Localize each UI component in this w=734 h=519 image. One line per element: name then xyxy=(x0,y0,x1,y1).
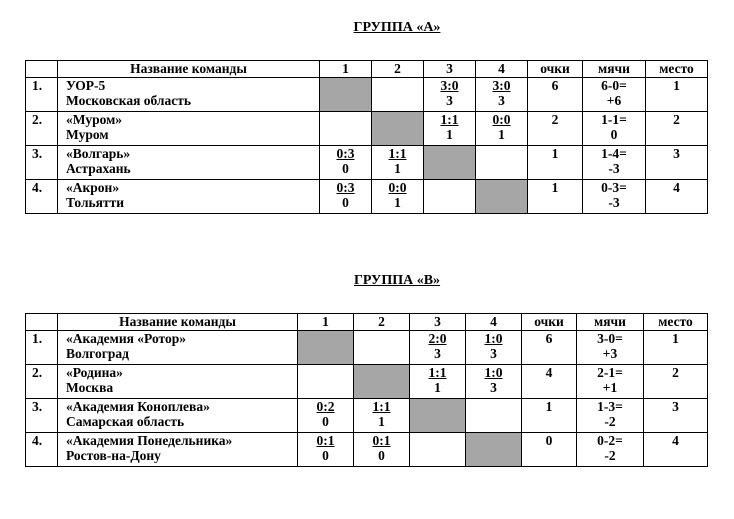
header-cell: 3 xyxy=(424,61,476,78)
header-cell: 4 xyxy=(476,61,528,78)
match-score: 1:1 xyxy=(388,146,407,161)
table-row xyxy=(26,146,708,180)
match-result-cell xyxy=(424,78,476,112)
team-name-cell xyxy=(58,146,320,180)
team-name: «Академия «Ротор» xyxy=(66,331,186,346)
goals-score: 1-3= xyxy=(597,399,623,414)
match-score: 1:0 xyxy=(484,331,503,346)
match-points: 0 xyxy=(378,448,385,463)
match-points: 0 xyxy=(322,448,329,463)
team-name-cell xyxy=(58,112,320,146)
match-score: 1:1 xyxy=(372,399,391,414)
match-result-cell xyxy=(298,433,354,467)
match-score: 2:0 xyxy=(428,331,447,346)
match-result-cell xyxy=(320,180,372,214)
team-number: 1. xyxy=(26,78,58,112)
place-cell: 2 xyxy=(644,365,708,399)
points-cell: 2 xyxy=(528,112,583,146)
goals-score: 0-2= xyxy=(597,433,623,448)
header-cell xyxy=(26,61,58,78)
self-match-cell xyxy=(466,433,522,467)
place-cell: 3 xyxy=(644,399,708,433)
match-points: 3 xyxy=(434,346,441,361)
match-score: 0:3 xyxy=(336,146,355,161)
points-cell: 0 xyxy=(522,433,577,467)
team-city: Волгоград xyxy=(66,346,129,361)
goal-difference: +3 xyxy=(602,346,618,361)
match-result-cell xyxy=(424,112,476,146)
points-cell: 6 xyxy=(528,78,583,112)
team-city: Москва xyxy=(66,380,114,395)
goal-difference: -3 xyxy=(608,161,620,176)
match-result-cell xyxy=(466,399,522,433)
self-match-cell xyxy=(354,365,410,399)
team-city: Муром xyxy=(66,127,109,142)
match-points: 1 xyxy=(394,161,401,176)
team-name-cell xyxy=(58,331,298,365)
table-row xyxy=(26,112,708,146)
match-result-cell xyxy=(354,331,410,365)
header-cell: 2 xyxy=(372,61,424,78)
match-points: 1 xyxy=(378,414,385,429)
header-cell: 4 xyxy=(466,314,522,331)
team-name-cell xyxy=(58,399,298,433)
team-city: Ростов-на-Дону xyxy=(66,448,161,463)
team-city: Тольятти xyxy=(66,195,125,210)
team-name: «Академия Коноплева» xyxy=(66,399,210,414)
self-match-cell xyxy=(424,146,476,180)
place-cell: 4 xyxy=(644,433,708,467)
goal-difference: +1 xyxy=(602,380,618,395)
team-number: 4. xyxy=(26,180,58,214)
match-result-cell xyxy=(354,399,410,433)
match-score: 0:1 xyxy=(372,433,391,448)
match-score: 0:0 xyxy=(388,180,407,195)
place-cell: 3 xyxy=(646,146,708,180)
team-name-cell xyxy=(58,365,298,399)
match-points: 3 xyxy=(446,93,453,108)
goals-cell xyxy=(577,399,644,433)
self-match-cell xyxy=(410,399,466,433)
team-city: Астрахань xyxy=(66,161,131,176)
match-score: 1:1 xyxy=(440,112,459,127)
group-a-title: ГРУППА «А» xyxy=(353,20,441,35)
team-number: 4. xyxy=(26,433,58,467)
match-result-cell xyxy=(476,146,528,180)
team-name: «Волгарь» xyxy=(66,146,131,161)
table-row xyxy=(26,399,708,433)
points-cell: 1 xyxy=(522,399,577,433)
match-result-cell xyxy=(298,399,354,433)
match-score: 0:3 xyxy=(336,180,355,195)
goals-score: 3-0= xyxy=(597,331,623,346)
match-result-cell xyxy=(372,146,424,180)
team-name: «Муром» xyxy=(66,112,123,127)
header-row xyxy=(26,314,708,331)
match-points: 1 xyxy=(394,195,401,210)
goal-difference: -2 xyxy=(604,414,616,429)
team-number: 2. xyxy=(26,365,58,399)
team-name: УОР-5 xyxy=(66,78,106,93)
match-result-cell xyxy=(466,331,522,365)
goals-score: 0-3= xyxy=(601,180,627,195)
match-score: 0:0 xyxy=(492,112,511,127)
goals-cell xyxy=(583,146,646,180)
team-city: Московская область xyxy=(66,93,192,108)
place-cell: 1 xyxy=(646,78,708,112)
match-result-cell xyxy=(410,433,466,467)
place-cell: 1 xyxy=(644,331,708,365)
match-score: 0:1 xyxy=(316,433,335,448)
header-cell: 2 xyxy=(354,314,410,331)
goals-score: 2-1= xyxy=(597,365,623,380)
table-row xyxy=(26,331,708,365)
header-cell: мячи xyxy=(583,61,646,78)
goals-cell xyxy=(583,112,646,146)
match-result-cell xyxy=(410,331,466,365)
place-cell: 2 xyxy=(646,112,708,146)
goals-cell xyxy=(577,331,644,365)
header-cell: очки xyxy=(528,61,583,78)
match-score: 1:1 xyxy=(428,365,447,380)
match-result-cell xyxy=(354,433,410,467)
match-result-cell xyxy=(320,146,372,180)
place-cell: 4 xyxy=(646,180,708,214)
match-score: 3:0 xyxy=(440,78,459,93)
goal-difference: +6 xyxy=(606,93,622,108)
goals-cell xyxy=(583,180,646,214)
table-row xyxy=(26,78,708,112)
match-result-cell xyxy=(466,365,522,399)
goal-difference: 0 xyxy=(610,127,618,142)
header-cell: очки xyxy=(522,314,577,331)
goals-score: 6-0= xyxy=(601,78,627,93)
goals-score: 1-1= xyxy=(601,112,627,127)
match-points: 3 xyxy=(490,346,497,361)
match-points: 1 xyxy=(446,127,453,142)
team-number: 3. xyxy=(26,399,58,433)
header-cell: 3 xyxy=(410,314,466,331)
header-cell: 1 xyxy=(298,314,354,331)
match-result-cell xyxy=(424,180,476,214)
goal-difference: -3 xyxy=(608,195,620,210)
goals-cell xyxy=(577,433,644,467)
table-row xyxy=(26,433,708,467)
header-cell: 1 xyxy=(320,61,372,78)
header-cell xyxy=(26,314,58,331)
match-result-cell xyxy=(476,78,528,112)
match-result-cell xyxy=(372,78,424,112)
match-result-cell xyxy=(298,365,354,399)
goal-difference: -2 xyxy=(604,448,616,463)
team-number: 2. xyxy=(26,112,58,146)
self-match-cell xyxy=(298,331,354,365)
match-score: 1:0 xyxy=(484,365,503,380)
header-cell: Название команды xyxy=(58,61,320,78)
team-city: Самарская область xyxy=(66,414,185,429)
points-cell: 1 xyxy=(528,180,583,214)
self-match-cell xyxy=(372,112,424,146)
header-cell: место xyxy=(644,314,708,331)
match-score: 3:0 xyxy=(492,78,511,93)
team-number: 1. xyxy=(26,331,58,365)
match-result-cell xyxy=(320,112,372,146)
team-name: «Акрон» xyxy=(66,180,120,195)
header-cell: Название команды xyxy=(58,314,298,331)
group-b-table xyxy=(25,313,708,467)
team-name-cell xyxy=(58,78,320,112)
match-points: 0 xyxy=(342,195,349,210)
match-result-cell xyxy=(476,112,528,146)
match-points: 1 xyxy=(434,380,441,395)
group-a-table xyxy=(25,60,708,214)
match-points: 1 xyxy=(498,127,505,142)
goals-cell xyxy=(577,365,644,399)
team-name-cell xyxy=(58,433,298,467)
match-result-cell xyxy=(372,180,424,214)
header-cell: место xyxy=(646,61,708,78)
match-result-cell xyxy=(410,365,466,399)
match-points: 0 xyxy=(342,161,349,176)
team-name: «Академия Понедельника» xyxy=(66,433,233,448)
points-cell: 4 xyxy=(522,365,577,399)
self-match-cell xyxy=(476,180,528,214)
table-row xyxy=(26,180,708,214)
goals-cell xyxy=(583,78,646,112)
goals-score: 1-4= xyxy=(601,146,627,161)
self-match-cell xyxy=(320,78,372,112)
header-row xyxy=(26,61,708,78)
points-cell: 1 xyxy=(528,146,583,180)
match-points: 3 xyxy=(490,380,497,395)
table-row xyxy=(26,365,708,399)
team-name: «Родина» xyxy=(66,365,123,380)
team-number: 3. xyxy=(26,146,58,180)
group-b-title: ГРУППА «В» xyxy=(353,273,441,288)
match-points: 0 xyxy=(322,414,329,429)
points-cell: 6 xyxy=(522,331,577,365)
match-score: 0:2 xyxy=(316,399,335,414)
match-points: 3 xyxy=(498,93,505,108)
header-cell: мячи xyxy=(577,314,644,331)
team-name-cell xyxy=(58,180,320,214)
